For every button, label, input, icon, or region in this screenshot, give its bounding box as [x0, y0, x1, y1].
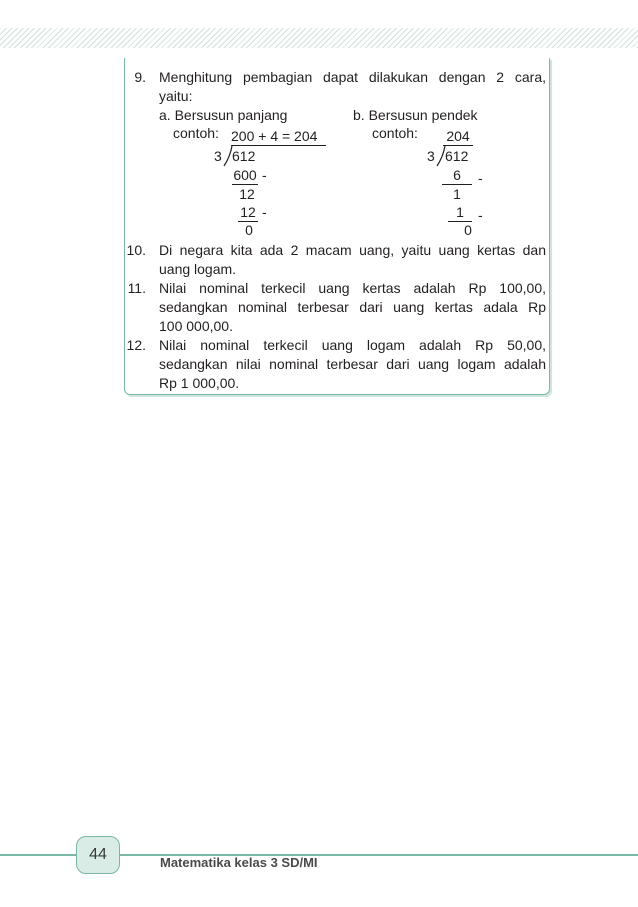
long-division-divisor: 3	[214, 148, 222, 164]
item-11-line-3: 100 000,00.	[159, 318, 233, 334]
item-10-number: 10.	[126, 242, 146, 258]
long-division-subtrahend-2: 12	[238, 203, 258, 222]
item-10-line-1: Di negara kita ada 2 macam uang, yaitu uang kertas dan	[159, 242, 546, 258]
long-division-example-label: contoh:	[173, 125, 219, 141]
item-9-line-1: Menghitung pembagian dapat dilakukan dengan 2 cara,	[159, 69, 546, 85]
item-11-number: 11.	[127, 280, 146, 296]
item-12-line-2: sedangkan nilai nominal terbesar dari uang logam adalah	[159, 356, 546, 372]
short-division-minus-2: -	[478, 207, 483, 223]
item-9-line-2: yaitu:	[159, 88, 193, 104]
short-division-dividend: 612	[445, 148, 469, 164]
long-division-dividend: 612	[232, 148, 256, 164]
item-11-line-1: Nilai nominal terkecil uang kertas adalah Rp 100,00,	[159, 280, 546, 296]
short-division-subtrahend-2: 1	[448, 203, 472, 222]
item-9-number: 9.	[134, 69, 146, 85]
book-title: Matematika kelas 3 SD/MI	[160, 855, 318, 870]
item-12-number: 12.	[126, 337, 146, 353]
short-division-subtrahend-1: 6	[442, 166, 472, 185]
header-hatch-band	[0, 28, 638, 48]
short-division-minus-1: -	[478, 170, 483, 186]
long-division-label: a. Bersusun panjang	[159, 107, 288, 123]
item-10-line-2: uang logam.	[159, 261, 237, 277]
long-division-minus-2: -	[262, 204, 267, 220]
short-division-remainder-1: 1	[453, 186, 461, 202]
short-division-label: b. Bersusun pendek	[353, 107, 478, 123]
page-number-badge: 44	[76, 836, 120, 874]
short-division-divisor: 3	[427, 148, 435, 164]
long-division-remainder-1: 12	[239, 186, 255, 202]
long-division-remainder-2: 0	[245, 222, 253, 238]
item-12-line-1: Nilai nominal terkecil uang logam adalah Rp 50,00,	[159, 337, 546, 353]
item-12-line-3: Rp 1 000,00.	[159, 375, 240, 391]
short-division-remainder-2: 0	[464, 222, 472, 238]
short-division-example-label: contoh:	[372, 125, 418, 141]
long-division-minus-1: -	[262, 167, 267, 183]
long-division-subtrahend-1: 600	[233, 167, 257, 183]
long-division-quotient: 200 + 4 = 204	[231, 127, 326, 146]
item-11-line-2: sedangkan nominal terbesar dari uang kertas adala Rp	[159, 299, 546, 315]
short-division-quotient: 204	[443, 127, 473, 146]
